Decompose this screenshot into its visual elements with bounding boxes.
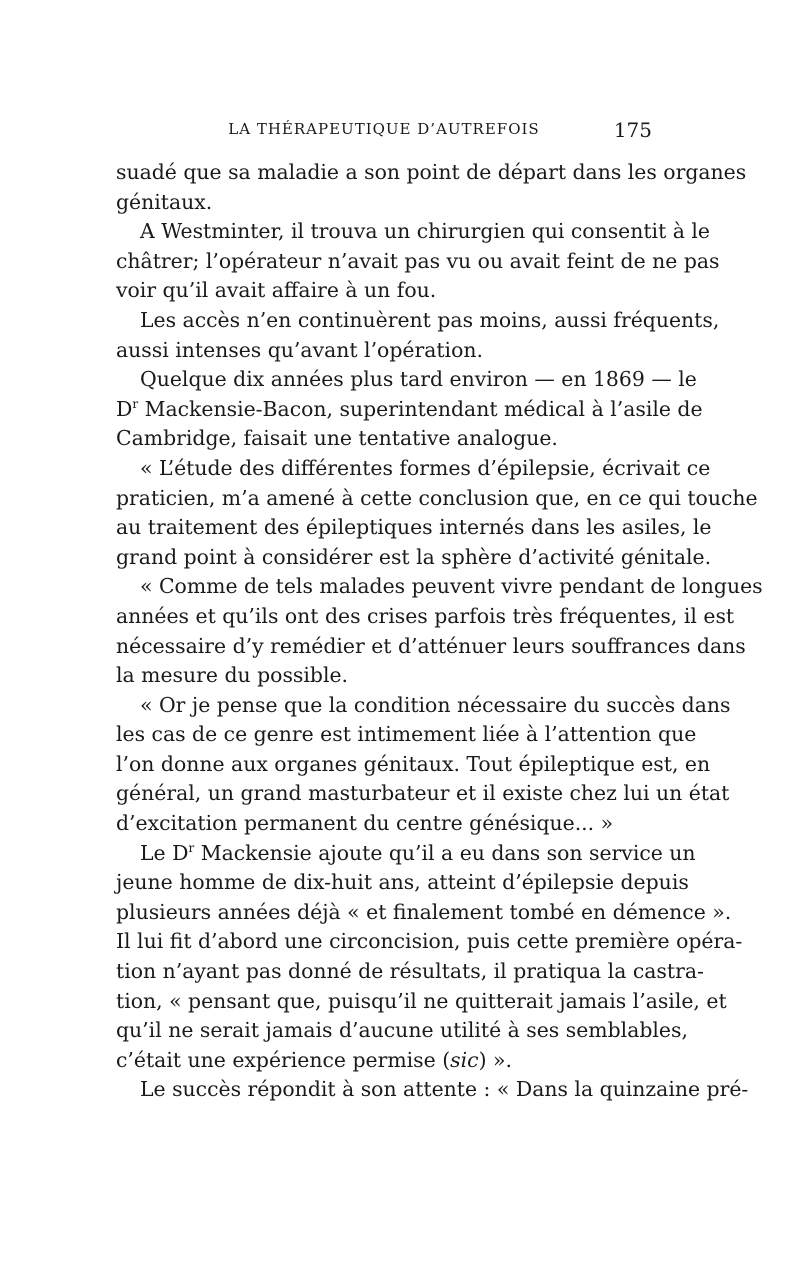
doctor-abbrev-sup: r (188, 840, 195, 855)
text-line (116, 839, 696, 869)
text-line: la mesure du possible. (116, 663, 349, 688)
text-line: qu’il ne serait jamais d’aucune utilité à ses semblables, (116, 1018, 688, 1043)
text-line: « Or je pense que la condition nécessaire du succès dans (140, 692, 731, 717)
text-line: « Comme de tels malades peuvent vivre pendant de longues (140, 574, 763, 599)
running-title: LA THÉRAPEUTIQUE D’AUTREFOIS (228, 120, 540, 138)
text-line: Le succès répondit à son attente : « Dans la quinzaine pré- (140, 1077, 749, 1102)
text-line-content: c’était une expérience permise (116, 1047, 436, 1072)
text-line (116, 1046, 656, 1076)
text-line: voir qu’il avait affaire à un fou. (116, 278, 437, 303)
doctor-abbrev: D (116, 396, 133, 421)
text-line (116, 395, 703, 425)
text-line: « L’étude des différentes formes d’épilepsie, écrivait ce (140, 455, 711, 480)
text-line: nécessaire d’y remédier et d’atténuer leurs souffrances dans (116, 633, 746, 658)
text-line: les cas de ce genre est intimement liée à l’attention que (116, 722, 697, 747)
text-line: tion, « pensant que, puisqu’il ne quitterait jamais l’asile, et (116, 988, 727, 1013)
text-line: Les accès n’en continuèrent pas moins, aussi fréquents, (140, 307, 720, 332)
text-line: général, un grand masturbateur et il existe chez lui un état (116, 781, 730, 806)
text-line: grand point à considérer est la sphère d’activité génitale. (116, 544, 712, 569)
doctor-abbrev-sup: r (132, 396, 139, 411)
running-head (116, 118, 652, 142)
text-line: l’on donne aux organes génitaux. Tout épileptique est, en (116, 751, 711, 776)
text-line: Il lui fit d’abord une circoncision, puis cette première opéra- (116, 929, 743, 954)
sic-close: ) ». (478, 1047, 512, 1072)
text-line-content: Mackensie-Bacon, superintendant médical à l’asile de (144, 396, 703, 421)
text-line: plusieurs années déjà « et finalement tombé en démence ». (116, 899, 732, 924)
text-line: jeune homme de dix-huit ans, atteint d’épilepsie depuis (116, 870, 689, 895)
text-line: d’excitation permanent du centre génésique... » (116, 811, 614, 836)
sic-open: ( (435, 1047, 451, 1072)
page-number: 175 (613, 118, 652, 142)
text-line: A Westminter, il trouva un chirurgien qui consentit à le (140, 219, 710, 244)
text-line: aussi intenses qu’avant l’opération. (116, 337, 483, 362)
text-line: années et qu’ils ont des crises parfois très fréquentes, il est (116, 603, 735, 628)
text-line-content: Mackensie ajoute qu’il a eu dans son service un (200, 840, 696, 865)
doctor-abbrev: Le D (140, 840, 189, 865)
text-line: suadé que sa maladie a son point de départ dans les organes (116, 160, 747, 184)
sic-italic: sic (450, 1047, 479, 1072)
text-line: au traitement des épileptiques internés dans les asiles, le (116, 515, 712, 540)
text-line: génitaux. (116, 189, 213, 214)
text-line: tion n’ayant pas donné de résultats, il pratiqua la castra- (116, 959, 704, 984)
text-line: châtrer; l’opérateur n’avait pas vu ou avait feint de ne pas (116, 248, 720, 273)
text-line: praticien, m’a amené à cette conclusion que, en ce qui touche (116, 485, 758, 510)
body-text (116, 158, 763, 1105)
text-line: Cambridge, faisait une tentative analogue. (116, 426, 558, 451)
text-line: Quelque dix années plus tard environ — en 1869 — le (140, 367, 697, 392)
